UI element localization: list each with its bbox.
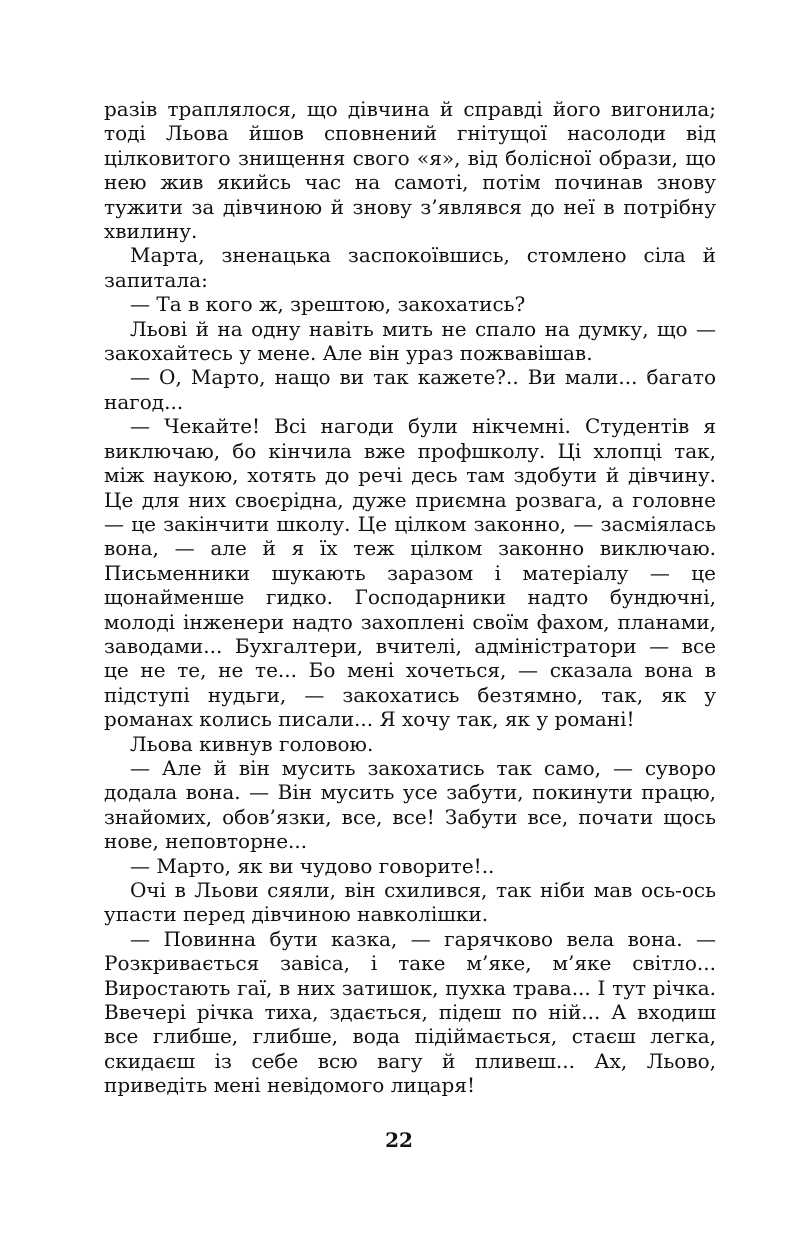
paragraph-2: Марта, зненацька заспокоївшись, стомлено сіла й запитала: [104,243,716,292]
paragraph-4: Льові й на одну навіть мить не спало на думку, що — закохайтесь у мене. Але він ураз пожвавішав. [104,316,716,366]
paragraph-10: Очі в Льови сяяли, він схилився, так ніби мав ось-ось упасти перед дівчиною навколішки. [104,878,716,927]
paragraph-11: — Повинна бути казка, — гарячково вела вона. — Розкривається завіса, і таке м’яке, м’яке світло... Виростають гаї, в них затишок, пухка трава... І тут річка. Ввечері річка тиха, здається, підеш по ній... А входиш все глибше, глибше, вода підіймається, стаєш легка, скидаєш із себе всю вагу й пливеш... Ах, Льово, приведіть мені невідомого лицаря! [104,926,716,1098]
paragraph-5: — О, Марто, нащо ви так кажете?.. Ви мали... багато нагод... [104,365,716,414]
paragraph-6: — Чекайте! Всі нагоди були нікчемні. Студентів я виключаю, бо кінчила вже профшколу. Ці хлопці так, між наукою, хотять до речі десь там здобути й дівчину. Це для них своєрідна, дуже приємна розвага, а головне — це закінчити школу. Це цілком законно, — засміялась вона, — але й я їх теж цілком законно виключаю. Письменники шукають заразом і матеріалу — це щонайменше гидко. Господарники надто бундючні, молоді інженери надто захоплені своїм фахом, планами, заводами... Бухгалтери, вчителі, адміністратори — все це не те, не те... Бо мені хочеться, — сказала вона в підступі нудьги, — закохатись безтямно, так, як у романах колись писали... Я хочу так, як у романі! [104,414,716,732]
paragraph-9: — Марто, як ви чудово говорите!.. [130,853,495,878]
page-body [104,97,716,1098]
page-number: 22 [385,1128,413,1152]
paragraph-1: разів траплялося, що дівчина й справді його вигонила; тоді Льова йшов сповнений гнітущої насолоди від цілковитого знищення свого «я», від болісної образи, що нею жив якийсь час на самоті, потім починав знову тужити за дівчиною й знову з’являвся до неї в потрібну хвилину. [104,97,716,244]
paragraph-8: — Але й він мусить закохатись так само, — суворо додала вона. — Він мусить усе забути, покинути працю, знайомих, обов’язки, все, все! Забути все, почати щось нове, неповторне... [104,755,716,854]
paragraph-3: — Та в кого ж, зрештою, закохатись? [130,292,526,317]
paragraph-7: Льова кивнув головою. [130,731,374,756]
